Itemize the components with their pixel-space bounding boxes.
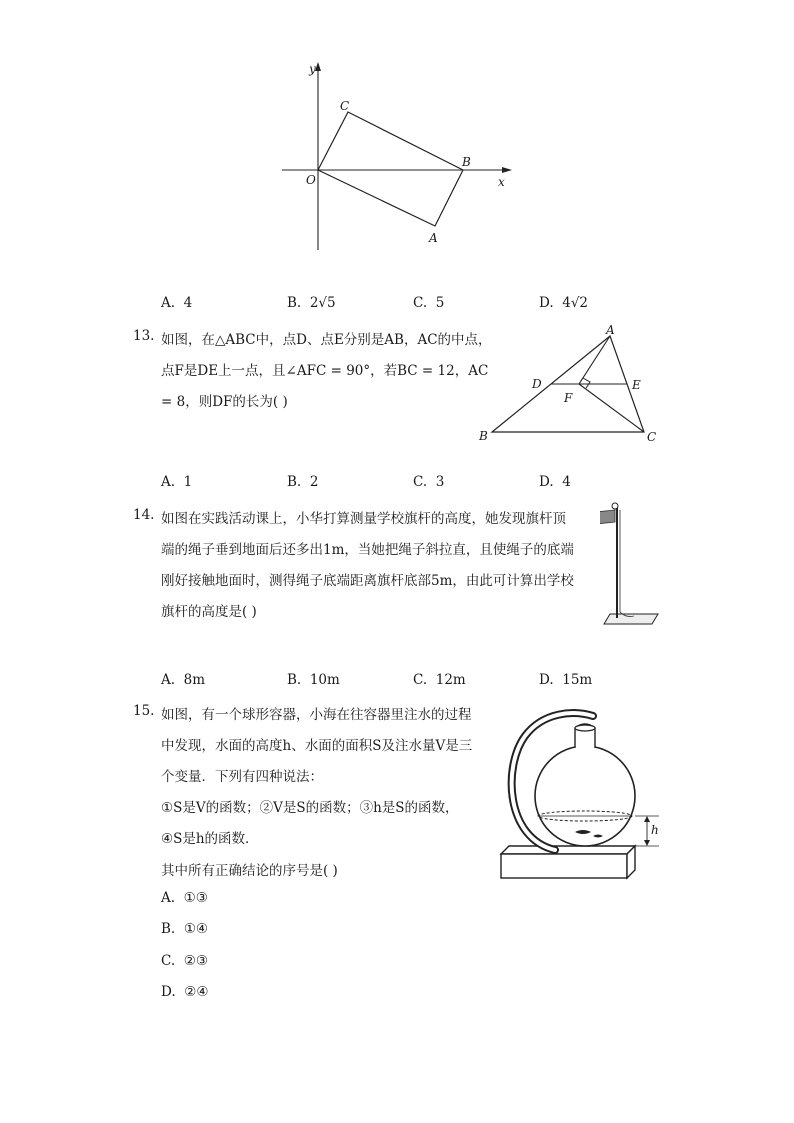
q12-option-d[interactable]: D. 4√2 xyxy=(539,295,589,311)
q15-text-line: ①S是V的函数；②V是S的函数；③h是S的函数， xyxy=(161,800,459,816)
q12-option-c[interactable]: C. 5 xyxy=(413,295,445,311)
q14-option-c[interactable]: C. 12m xyxy=(413,672,466,688)
q12-a-label: A xyxy=(429,231,438,245)
q12-option-a[interactable]: A. 4 xyxy=(161,295,193,311)
q15-number: 15. xyxy=(133,703,155,719)
q12-b-label: B xyxy=(462,155,471,169)
q13-a-label: A xyxy=(606,323,615,337)
q12-figure xyxy=(280,58,520,258)
q13-b-label: B xyxy=(479,429,488,443)
q14-text-line: 如图在实践活动课上，小华打算测量学校旗杆的高度，她发现旗杆顶 xyxy=(161,511,566,527)
q13-option-b[interactable]: B. 2 xyxy=(287,474,319,490)
q14-flagpole-figure xyxy=(600,500,664,630)
q14-number: 14. xyxy=(133,507,155,523)
q15-option-a[interactable]: A. ①③ xyxy=(161,890,208,906)
q13-f-label: F xyxy=(564,391,573,405)
q15-text-line: ④S是h的函数． xyxy=(161,831,259,847)
q15-text-line: 如图，有一个球形容器，小海在往容器里注水的过程 xyxy=(161,707,472,723)
q14-text-line: 端的绳子垂到地面后还多出1m，当她把绳子斜拉直，且使绳子的底端 xyxy=(161,542,574,558)
q14-option-b[interactable]: B. 10m xyxy=(287,672,340,688)
q13-e-label: E xyxy=(632,378,641,392)
q14-option-a[interactable]: A. 8m xyxy=(161,672,206,688)
q15-option-c[interactable]: C. ②③ xyxy=(161,953,208,969)
q12-option-b[interactable]: B. 2√5 xyxy=(287,295,336,311)
q15-option-d[interactable]: D. ②④ xyxy=(161,984,209,1000)
q13-option-c[interactable]: C. 3 xyxy=(413,474,445,490)
q12-x-label: x xyxy=(498,175,505,189)
q15-h-label: h xyxy=(651,823,659,837)
q13-text-line: 点F是DE上一点，且∠AFC = 90°，若BC = 12，AC xyxy=(161,363,489,379)
q14-text-line: 旗杆的高度是( ) xyxy=(161,604,257,620)
q13-figure xyxy=(474,322,674,448)
q15-text-line: 其中所有正确结论的序号是( ) xyxy=(161,863,338,879)
q12-c-label: C xyxy=(340,99,350,113)
q13-text-line: 如图，在△ABC中，点D、点E分别是AB，AC的中点， xyxy=(161,332,492,348)
q15-option-b[interactable]: B. ①④ xyxy=(161,921,209,937)
q15-sphere-container-figure xyxy=(495,706,675,886)
q14-text-line: 刚好接触地面时，测得绳子底端距离旗杆底部5m，由此可计算出学校 xyxy=(161,573,574,589)
q14-option-d[interactable]: D. 15m xyxy=(539,672,593,688)
q13-c-label: C xyxy=(647,430,657,444)
q13-number: 13. xyxy=(133,328,155,344)
q13-option-a[interactable]: A. 1 xyxy=(161,474,193,490)
q13-option-d[interactable]: D. 4 xyxy=(539,474,571,490)
q13-d-label: D xyxy=(532,377,542,391)
q15-text-line: 中发现，水面的高度h、水面的面积S及注水量V是三 xyxy=(161,738,473,754)
q12-y-label: y xyxy=(309,62,316,76)
q13-text-line: = 8，则DF的长为( ) xyxy=(161,394,288,410)
q15-text-line: 个变量．下列有四种说法： xyxy=(161,769,323,785)
q12-o-label: O xyxy=(306,173,316,187)
